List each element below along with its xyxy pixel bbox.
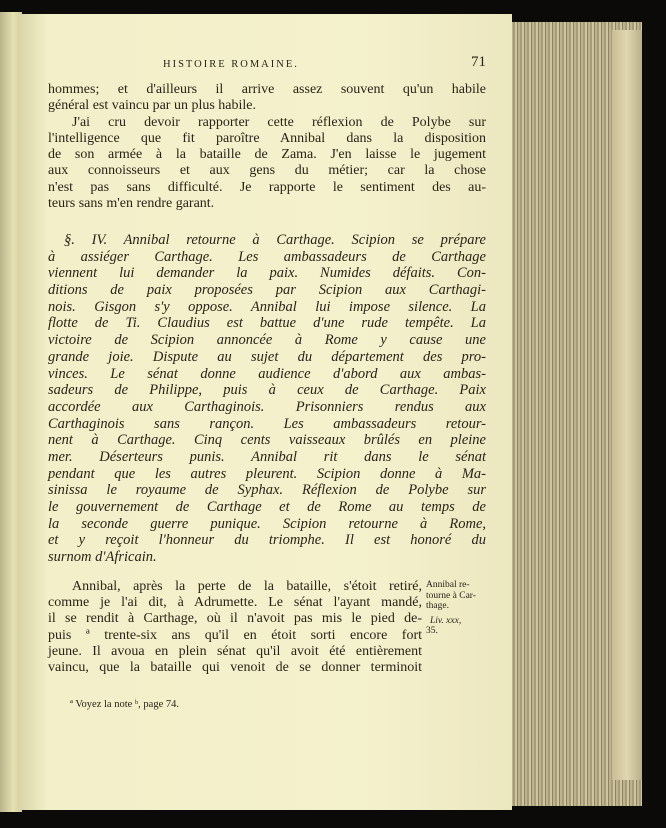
text-line: à assiéger Carthage. Les ambassadeurs de Carthage (48, 248, 486, 265)
margin-line: 35. (426, 626, 438, 636)
text-line: pendant que les autres pleurent. Scipion donne à Ma- (48, 465, 486, 482)
text-line: surnom d'Africain. (48, 549, 157, 566)
text-line: mer. Déserteurs punis. Annibal rit dans le sénat (48, 448, 486, 465)
text-line: Carthaginois sans rançon. Les ambassadeurs retour- (48, 415, 486, 432)
text-line: teurs sans m'en rendre garant. (48, 196, 215, 212)
paragraph-3 (48, 579, 422, 676)
text-line: ditions de paix proposées par Scipion aux Carthagi- (48, 282, 486, 299)
footnote: ª Voyez la note ᵇ, page 74. (70, 699, 179, 710)
text-line: le gouvernement de Carthage et de Rome au temps de (48, 499, 486, 515)
margin-line: Liv. xxx, (430, 615, 462, 626)
text-line: grande joie. Dispute au sujet du département des pro- (48, 348, 486, 365)
text-line: nois. Gisgon s'y oppose. Annibal lui impose silence. La (48, 298, 486, 315)
text-line: jeune. Il avoua en plein sénat qu'il avoit été entièrement (48, 643, 422, 659)
text-line: viennent lui demander la paix. Numides défaits. Con- (48, 265, 486, 282)
text-line: comme je l'ai dit, à Adrumette. Le sénat l'ayant mandé, (48, 595, 422, 611)
text-line: vinces. Le sénat donne audience d'abord aux ambas- (48, 365, 486, 382)
margin-line: tourne à Car- (426, 590, 476, 601)
text-line: il se rendit à Carthage, où il n'avoit pas mis le pied de- (48, 611, 422, 627)
text-line: sinissa le royaume de Syphax. Réflexion de Polybe sur (48, 482, 486, 499)
text-line: l'intelligence que fit paroître Annibal dans la disposition (48, 130, 486, 146)
text-line: §. IV. Annibal retourne à Carthage. Scipion se prépare (64, 232, 486, 248)
text-line: flotte de Ti. Claudius est battue d'une rude tempête. La (48, 315, 486, 332)
text-line: victoire de Scipion annoncée à Rome y cause une (48, 332, 486, 349)
margin-line: thage. (426, 601, 449, 611)
text-line: et y reçoit l'honneur du triomphe. Il est honoré du (48, 532, 486, 549)
text-line: nent à Carthage. Cinq cents vaisseaux brûlés en pleine (48, 432, 486, 449)
text-line: n'est pas sans difficulté. Je rapporte le sentiment des au- (48, 179, 486, 195)
text-line: Annibal, après la perte de la bataille, s'étoit retiré, (72, 579, 422, 594)
running-header (48, 54, 486, 74)
paragraph-1 (48, 82, 486, 212)
text-line: hommes; et d'ailleurs il arrive assez souvent qu'un habile (48, 82, 486, 97)
section-summary (48, 232, 486, 566)
text-line: de son armée à la bataille de Zama. J'en laisse le jugement (48, 147, 486, 163)
page-number: 71 (471, 54, 486, 70)
margin-line: Annibal re- (426, 580, 470, 590)
text-line: vaincu, que la bataille qui venoit de se donner terminoit (48, 659, 422, 675)
margin-note (426, 580, 502, 637)
text-line: général est vaincu par un plus habile. (48, 98, 256, 114)
text-line: puis ª trente-six ans qu'il en étoit sorti encore fort (48, 627, 422, 643)
page-block-edges-outer (612, 30, 642, 780)
running-title: HISTOIRE ROMAINE. (163, 59, 299, 70)
text-line: la seconde guerre punique. Scipion retourne à Rome, (48, 515, 486, 532)
text-line: aux connoisseurs et aux gens du métier; car la chose (48, 163, 486, 179)
text-line: accordée aux Carthaginois. Prisonniers rendus aux (48, 398, 486, 415)
text-line: sadeurs de Philippe, puis à ceux de Carthage. Paix (48, 382, 486, 399)
text-line: J'ai cru devoir rapporter cette réflexion de Polybe sur (72, 114, 486, 130)
